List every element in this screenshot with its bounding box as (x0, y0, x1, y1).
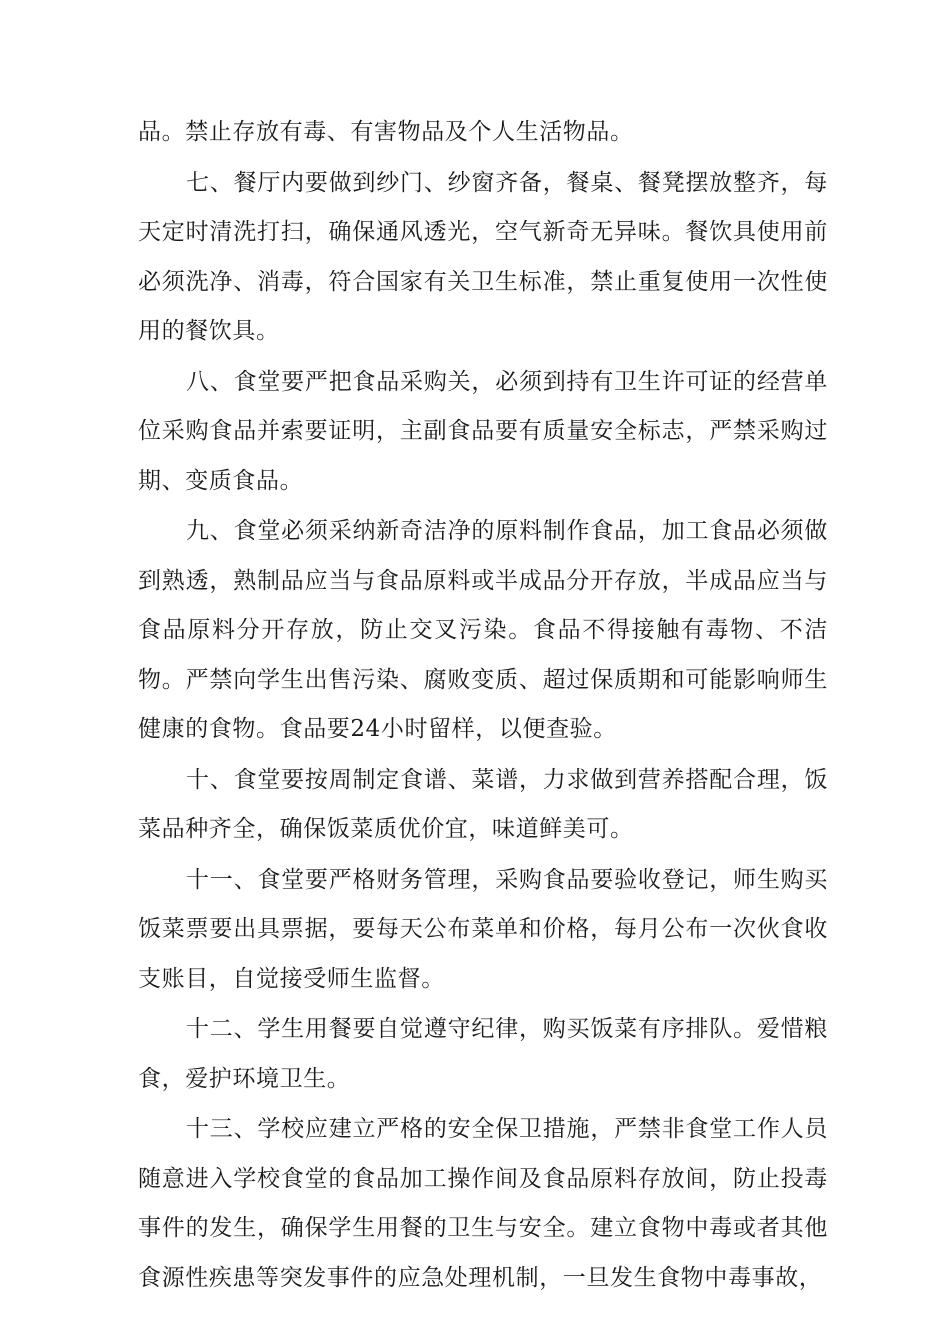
paragraph-article-13: 十三、学校应建立严格的安全保卫措施，严禁非食堂工作人员随意进入学校食堂的食品加工操作间及食品原料存放间，防止投毒事件的发生，确保学生用餐的卫生与安全。建立食物中毒或者其他食源性疾患等突发事件的应急处理机制，一旦发生食物中毒事故， (138, 1116, 828, 1291)
paragraph-article-9: 九、食堂必须采纳新奇洁净的原料制作食品，加工食品必须做到熟透，熟制品应当与食品原料或半成品分开存放，半成品应当与食品原料分开存放，防止交叉污染。食品不得接触有毒物、不洁物。严禁向学生出售污染、腐败变质、超过保质期和可能影响师生健康的食物。食品要24小时留样，以便查验。 (138, 518, 828, 742)
paragraph-article-10: 十、食堂要按周制定食谱、菜谱，力求做到营养搭配合理，饭菜品种齐全，确保饭菜质优价宜，味道鲜美可。 (138, 766, 828, 842)
paragraph-article-11: 十一、食堂要严格财务管理，采购食品要验收登记，师生购买饭菜票要出具票据，要每天公布菜单和价格，每月公布一次伙食收支账目，自觉接受师生监督。 (138, 866, 828, 992)
paragraph-article-12: 十二、学生用餐要自觉遵守纪律，购买饭菜有序排队。爱惜粮食，爱护环境卫生。 (138, 1016, 828, 1092)
document-body (138, 108, 828, 1304)
paragraph-continuation: 品。禁止存放有毒、有害物品及个人生活物品。 (138, 119, 634, 145)
paragraph-article-7: 七、餐厅内要做到纱门、纱窗齐备，餐桌、餐凳摆放整齐，每天定时清洗打扫，确保通风透光，空气新奇无异味。餐饮具使用前必须洗净、消毒，符合国家有关卫生标准，禁止重复使用一次性使用的餐饮具。 (138, 169, 828, 344)
paragraph-article-8: 八、食堂要严把食品采购关，必须到持有卫生许可证的经营单位采购食品并索要证明，主副食品要有质量安全标志，严禁采购过期、变质食品。 (138, 368, 828, 494)
